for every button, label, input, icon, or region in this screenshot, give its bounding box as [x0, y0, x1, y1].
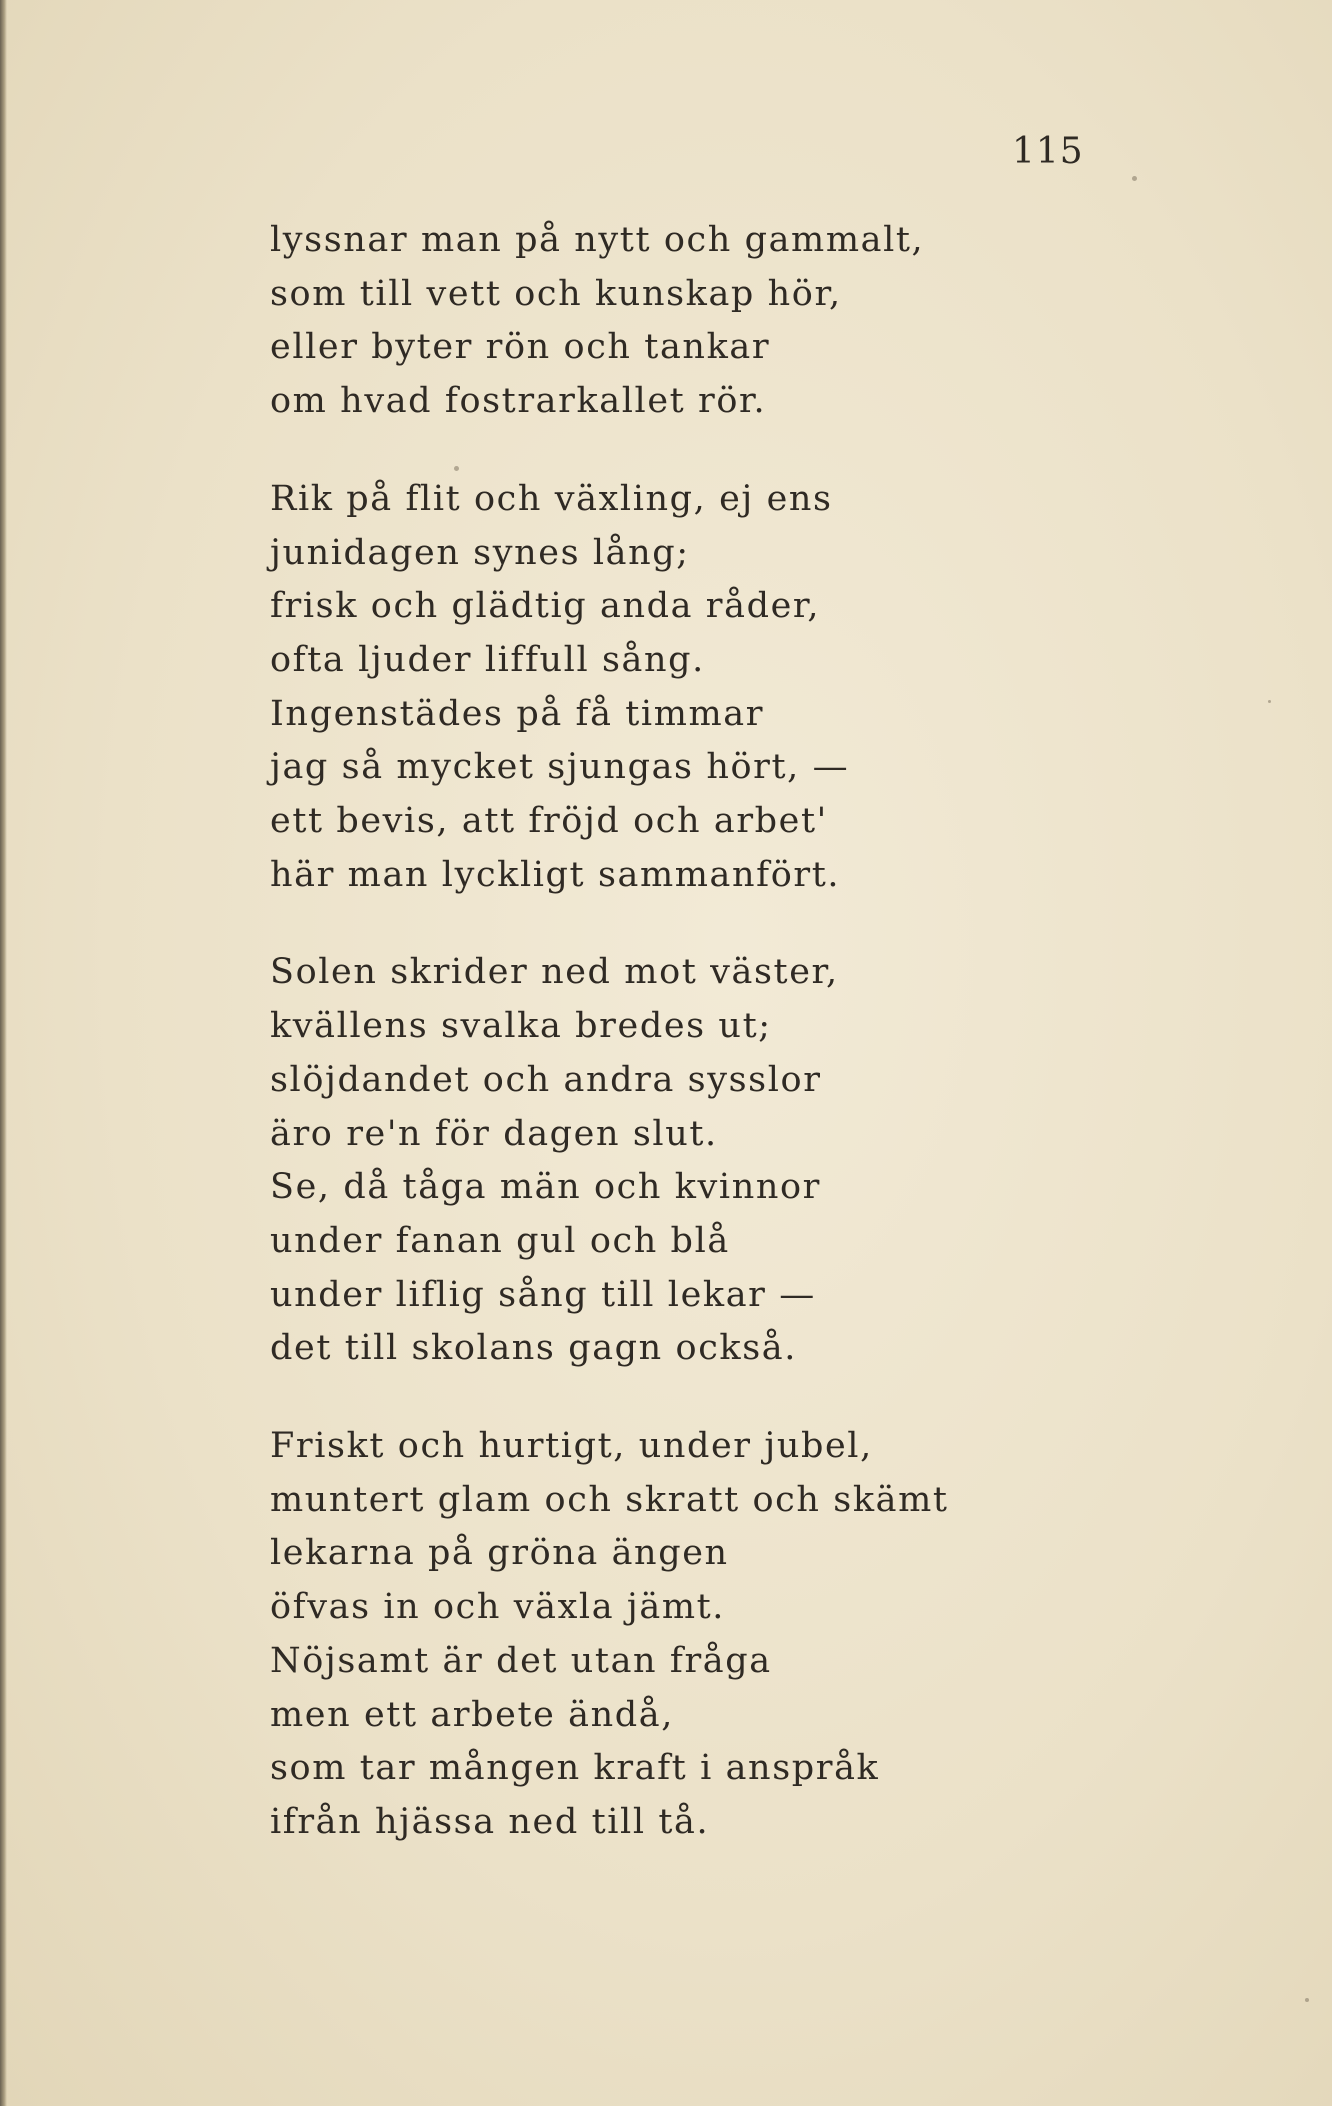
poem-line: Nöjsamt är det utan fråga	[270, 1640, 772, 1681]
poem-line: under liflig sång till lekar —	[270, 1274, 816, 1315]
poem-line: det till skolans gagn också.	[270, 1328, 797, 1369]
poem-line: men ett arbete ändå,	[270, 1694, 674, 1735]
page-binding-edge	[0, 0, 7, 2106]
poem-line: ett bevis, att fröjd och arbet'	[270, 801, 828, 842]
stanza-2	[270, 473, 1270, 903]
poem-line: Se, då tåga män och kvinnor	[270, 1167, 821, 1208]
poem-line: lekarna på gröna ängen	[270, 1533, 729, 1574]
poem-line: om hvad fostrarkallet rör.	[270, 381, 767, 422]
paper-speck	[1132, 176, 1137, 181]
poem-line: Solen skrider ned mot väster,	[270, 952, 839, 993]
poem-line: eller byter rön och tankar	[270, 327, 771, 368]
stanza-4	[270, 1420, 1270, 1850]
stanza-3	[270, 946, 1270, 1376]
stanza-1	[270, 214, 1270, 429]
poem-line: kvällens svalka bredes ut;	[270, 1006, 772, 1047]
poem-line: junidagen synes lång;	[270, 532, 690, 573]
poem-line: muntert glam och skratt och skämt	[270, 1479, 949, 1520]
poem-line: jag så mycket sjungas hört, —	[270, 747, 850, 788]
poem-line: slöjdandet och andra sysslor	[270, 1059, 822, 1100]
poem-line: frisk och glädtig anda råder,	[270, 586, 821, 627]
poem-line: under fanan gul och blå	[270, 1220, 730, 1261]
poem-line: Ingenstädes på få timmar	[270, 693, 765, 734]
poem-line: öfvas in och växla jämt.	[270, 1587, 726, 1628]
poem-line: som till vett och kunskap hör,	[270, 273, 842, 314]
poem-line: ifrån hjässa ned till tå.	[270, 1801, 710, 1842]
paper-speck	[454, 466, 459, 471]
paper-speck	[1305, 1998, 1309, 2002]
poem-line: lyssnar man på nytt och gammalt,	[270, 220, 925, 260]
poem-line: Friskt och hurtigt, under jubel,	[270, 1426, 873, 1467]
poem-line: Rik på flit och växling, ej ens	[270, 478, 833, 519]
paper-speck	[1268, 700, 1271, 703]
poem-line: som tar mången kraft i anspråk	[270, 1748, 880, 1789]
page-number: 115	[1012, 131, 1084, 172]
poem-line: ofta ljuder liffull sång.	[270, 639, 705, 680]
poem-line: här man lyckligt sammanfört.	[270, 854, 841, 895]
poem-line: äro re'n för dagen slut.	[270, 1113, 718, 1154]
poem	[270, 214, 1270, 1894]
